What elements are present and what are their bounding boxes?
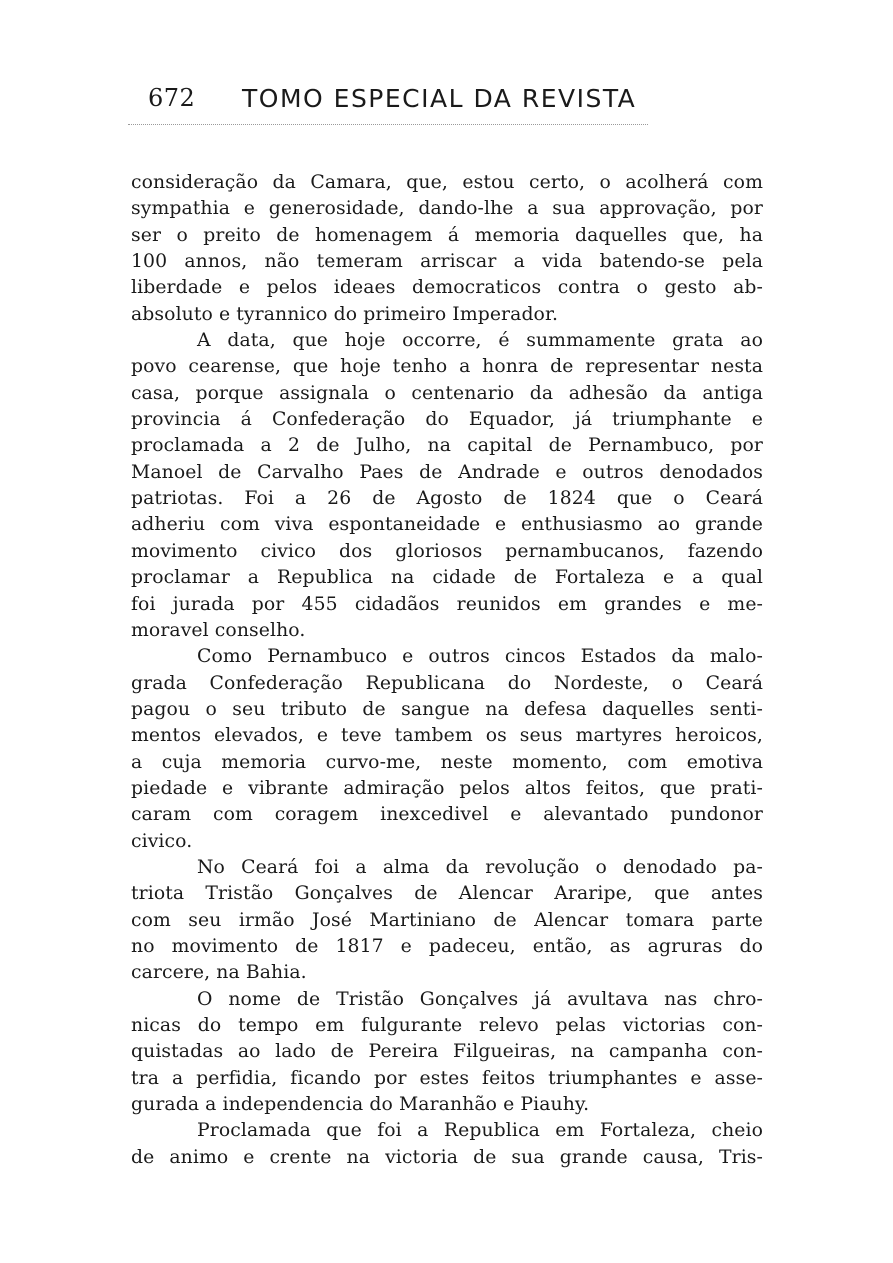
text-line: Manoel de Carvalho Paes de Andrade e outros denodados [131,461,763,483]
text-line: Como Pernambuco e outros cincos Estados da malo- [197,646,763,668]
text-line: caram com coragem inexcedivel e alevantado pundonor [131,804,763,826]
text-line: grada Confederação Republicana do Nordeste, o Ceará [131,672,763,694]
page-number: 672 [148,84,196,112]
text-line: provincia á Confederação do Equador, já triumphante e [131,409,763,431]
text-line: sympathia e generosidade, dando-lhe a sua approvação, por [131,198,763,220]
text-line: O nome de Tristão Gonçalves já avultava nas chro- [197,988,763,1010]
text-line: proclamada a 2 de Julho, na capital de Pernambuco, por [131,435,763,457]
text-line: foi jurada por 455 cidadãos reunidos em grandes e me- [131,593,763,615]
text-line: No Ceará foi a alma da revolução o denodado pa- [197,856,763,878]
text-line: no movimento de 1817 e padeceu, então, as agruras do [131,935,763,957]
text-line: triota Tristão Gonçalves de Alencar Araripe, que antes [131,883,763,905]
text-line: povo cearense, que hoje tenho a honra de representar nesta [131,356,763,378]
text-line: liberdade e pelos ideaes democraticos contra o gesto ab- [131,277,763,299]
text-line: piedade e vibrante admiração pelos altos feitos, que prati- [131,777,763,799]
text-line: ser o preito de homenagem á memoria daquelles que, ha [131,224,763,246]
text-line: quistadas ao lado de Pereira Filgueiras, na campanha con- [131,1041,763,1063]
text-line: 100 annos, não temeram arriscar a vida batendo-se pela [131,251,763,273]
text-line: nicas do tempo em fulgurante relevo pelas victorias con- [131,1015,763,1036]
text-line: de animo e crente na victoria de sua grande causa, Tris- [131,1146,763,1168]
page-header [148,84,668,118]
text-line: a cuja memoria curvo-me, neste momento, com emotiva [131,751,763,773]
text-line: casa, porque assignala o centenario da adhesão da antiga [131,382,763,404]
body-text [131,170,763,1171]
text-line: tra a perfidia, ficando por estes feitos triumphantes e asse- [131,1067,763,1089]
text-line: A data, que hoje occorre, é summamente grata ao [197,330,763,352]
text-line: moravel conselho. [131,619,306,641]
text-line: carcere, na Bahia. [131,962,307,984]
text-line: Proclamada que foi a Republica em Fortaleza, cheio [197,1120,763,1142]
running-title: TOMO ESPECIAL DA REVISTA [242,84,637,113]
text-line: absoluto e tyrannico do primeiro Imperador. [131,303,559,325]
text-line: civico. [131,830,193,852]
text-line: movimento civico dos gloriosos pernambucanos, fazendo [131,540,763,562]
text-line: com seu irmão José Martiniano de Alencar tomara parte [131,909,763,931]
text-line: mentos elevados, e teve tambem os seus martyres heroicos, [131,725,763,747]
header-rule [128,124,648,125]
text-line: pagou o seu tributo de sangue na defesa daquelles senti- [131,698,763,720]
text-line: proclamar a Republica na cidade de Fortaleza e a qual [131,567,763,589]
text-line: patriotas. Foi a 26 de Agosto de 1824 que o Ceará [131,488,763,510]
text-line: gurada a independencia do Maranhão e Piauhy. [131,1094,590,1116]
text-line: adheriu com viva espontaneidade e enthusiasmo ao grande [131,514,763,536]
text-line: consideração da Camara, que, estou certo, o acolherá com [131,172,763,193]
